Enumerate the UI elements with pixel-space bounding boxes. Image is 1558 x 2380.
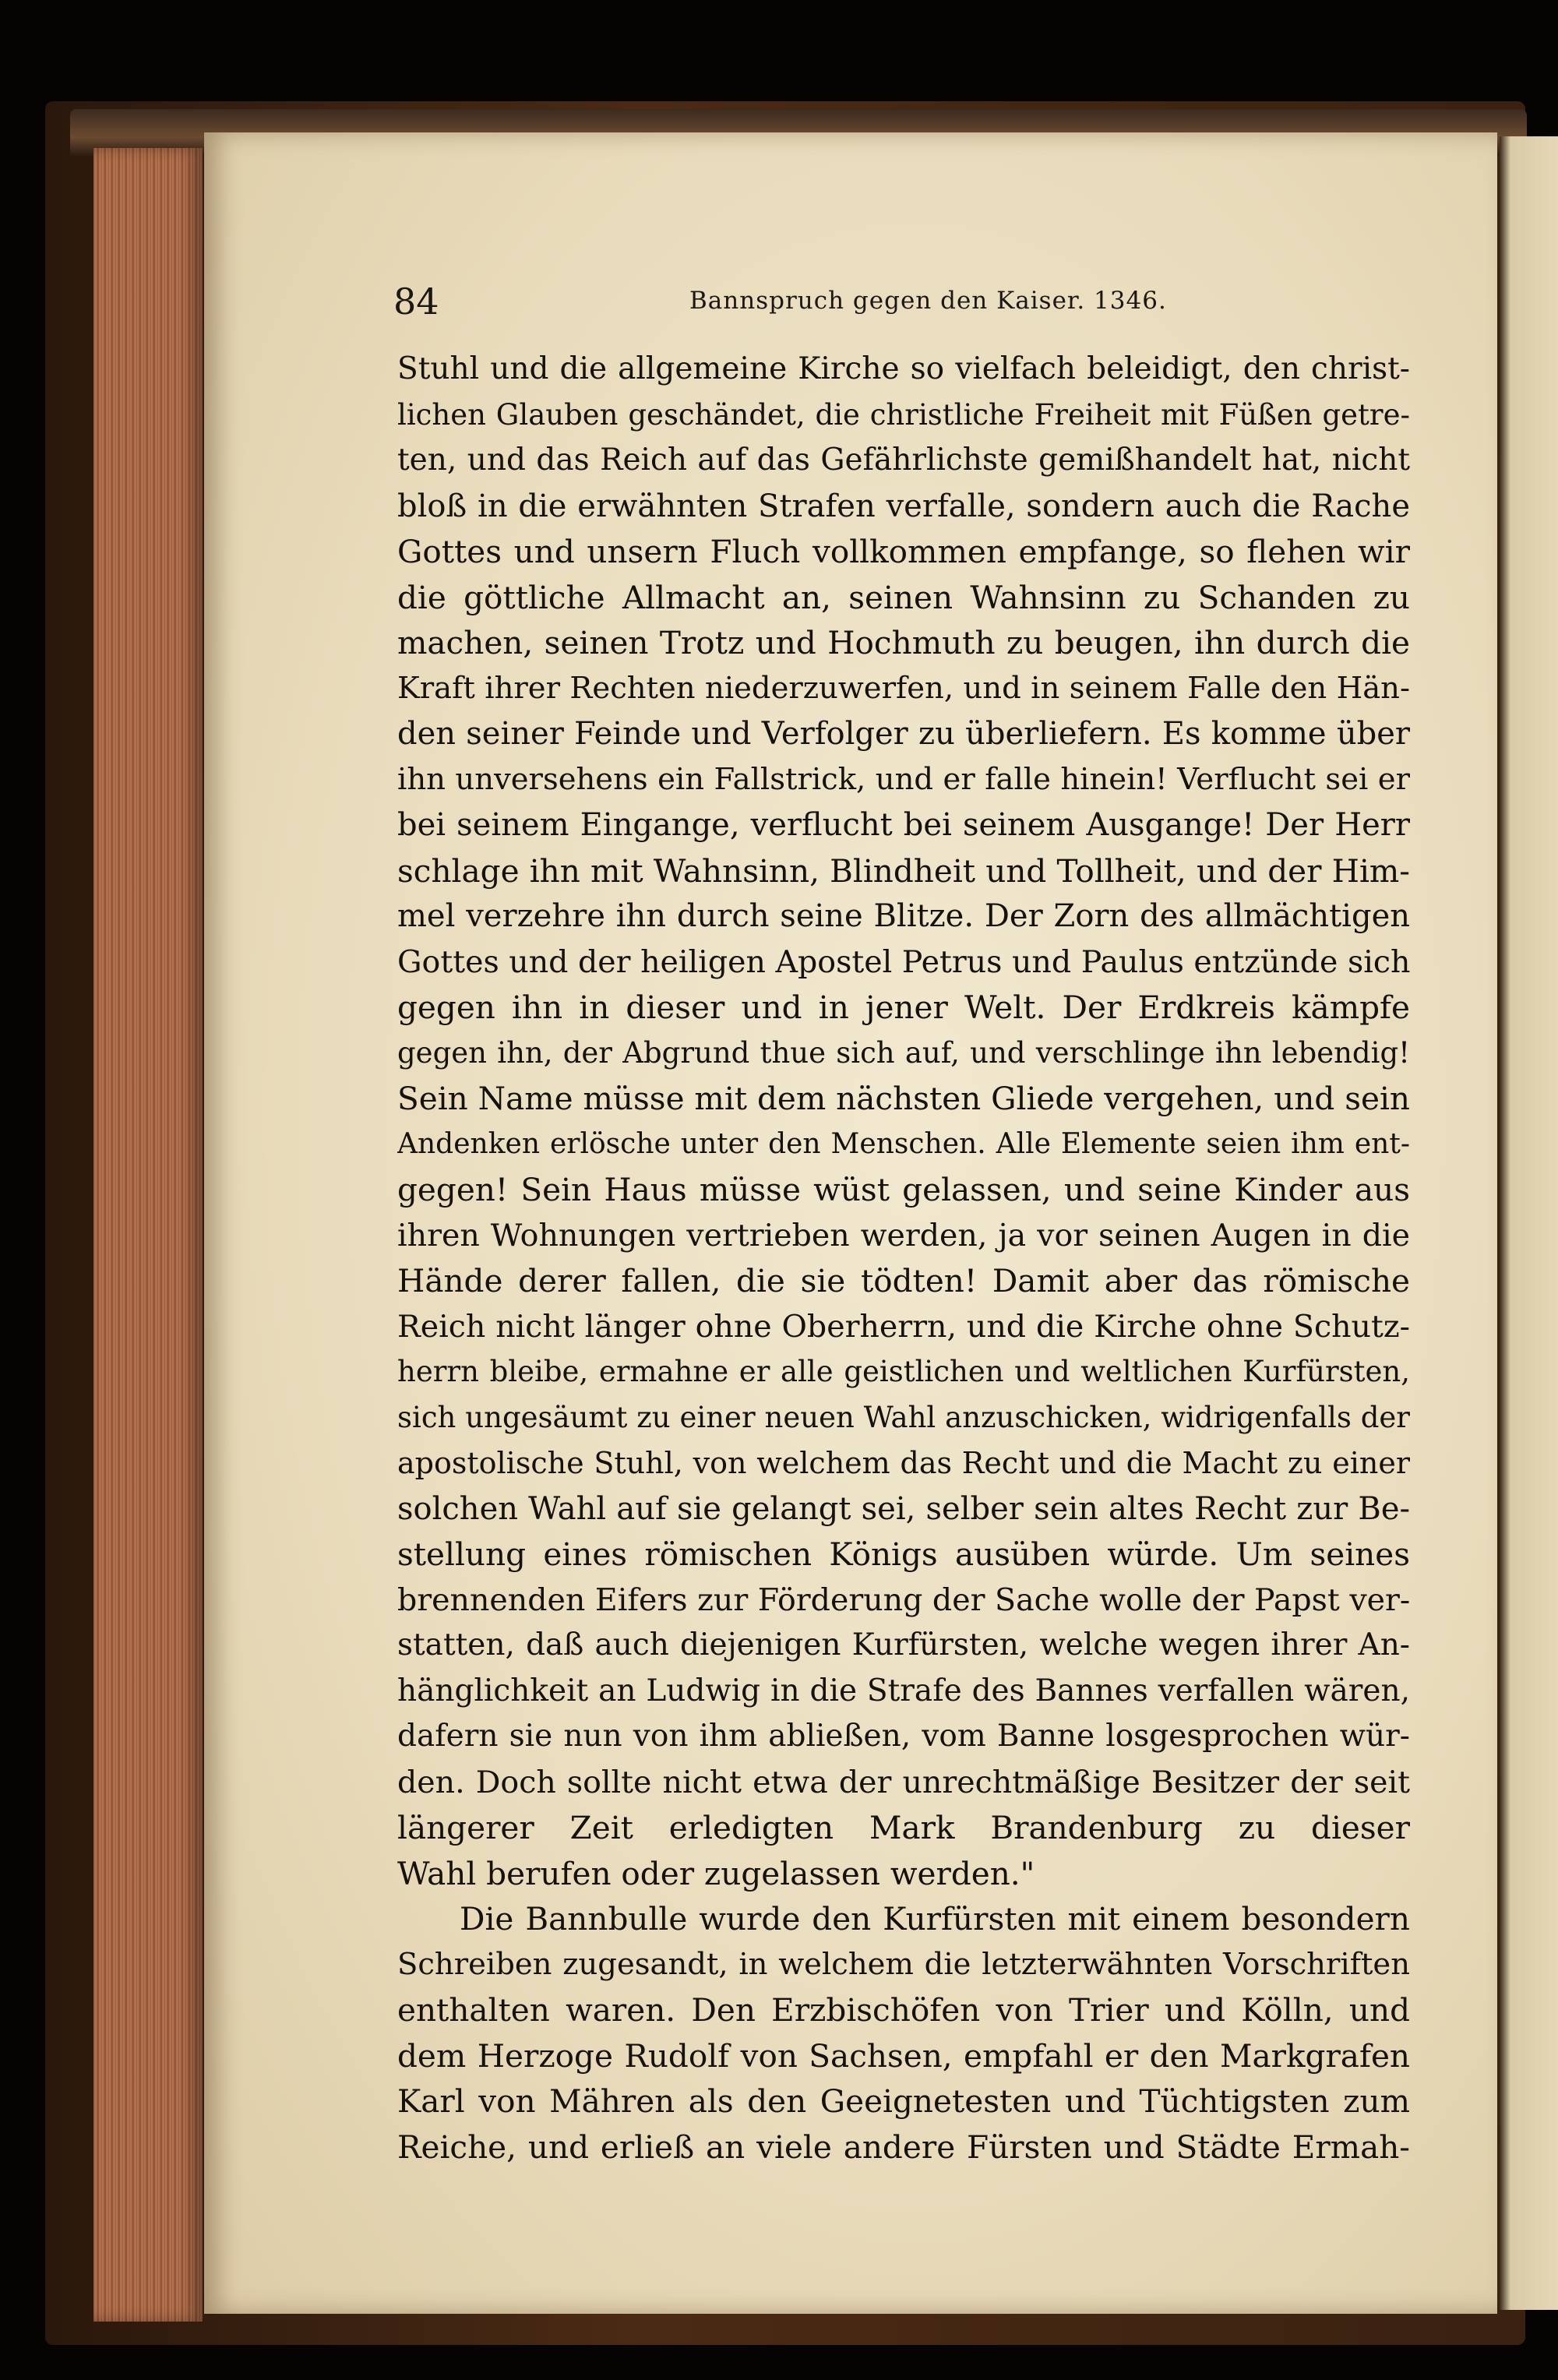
text-line: Die Bannbulle wurde den Kurfürsten mit einem besondern: [460, 1900, 1410, 1937]
text-line: den. Doch sollte nicht etwa der unrechtmäßige Besitzer der seit: [397, 1764, 1410, 1800]
page-edges: [93, 148, 203, 2322]
text-line: bloß in die erwähnten Strafen verfalle, sondern auch die Rache: [397, 488, 1410, 524]
text-line: statten, daß auch diejenigen Kurfürsten, welche wegen ihrer An-: [397, 1627, 1410, 1662]
text-line: dem Herzoge Rudolf von Sachsen, empfahl er den Markgrafen: [397, 2036, 1410, 2075]
text-line: mel verzehre ihn durch seine Blitze. Der Zorn des allmächtigen: [397, 898, 1410, 934]
text-line: solchen Wahl auf sie gelangt sei, selber sein altes Recht zur Be-: [397, 1490, 1410, 1527]
text-line: Schreiben zugesandt, in welchem die letzterwähnten Vorschriften: [397, 1946, 1410, 1982]
text-line: bei seinem Eingange, verflucht bei seinem Ausgange! Der Herr: [397, 807, 1410, 843]
facing-page-edge: [1500, 136, 1558, 2310]
text-line: schlage ihn mit Wahnsinn, Blindheit und Tollheit, und der Him-: [397, 852, 1410, 890]
text-line: gegen ihn, der Abgrund thue sich auf, und verschlinge ihn lebendig!: [397, 1035, 1410, 1070]
text-line: Sein Name müsse mit dem nächsten Gliede vergehen, und sein: [397, 1080, 1410, 1117]
text-line: ihn unversehens ein Fallstrick, und er falle hinein! Verflucht sei er: [397, 761, 1410, 797]
text-line: Reich nicht länger ohne Oberherrn, und die Kirche ohne Schutz-: [397, 1308, 1410, 1345]
text-line: gegen! Sein Haus müsse wüst gelassen, und seine Kinder aus: [397, 1171, 1410, 1208]
running-title: Bannspruch gegen den Kaiser. 1346.: [689, 287, 1167, 315]
text-line: Stuhl und die allgemeine Kirche so vielfach beleidigt, den christ-: [397, 351, 1410, 386]
text-line: gegen ihn in dieser und in jener Welt. Der Erdkreis kämpfe: [397, 989, 1410, 1026]
text-line: herrn bleibe, ermahne er alle geistlichen und weltlichen Kurfürsten,: [397, 1355, 1410, 1388]
text-line: apostolische Stuhl, von welchem das Recht und die Macht zu einer: [397, 1446, 1410, 1480]
text-line: enthalten waren. Den Erzbischöfen von Trier und Kölln, und: [397, 1991, 1410, 2029]
text-line: Hände derer fallen, die sie tödten! Damit aber das römische: [397, 1262, 1410, 1299]
text-line: Gottes und der heiligen Apostel Petrus und Paulus entzünde sich: [397, 943, 1410, 980]
text-line: Gottes und unsern Fluch vollkommen empfange, so flehen wir: [397, 533, 1410, 570]
text-line: ten, und das Reich auf das Gefährlichste gemißhandelt hat, nicht: [397, 443, 1410, 478]
text-line: hänglichkeit an Ludwig in die Strafe des Bannes verfallen wären,: [397, 1673, 1410, 1708]
text-line: sich ungesäumt zu einer neuen Wahl anzuschicken, widrigenfalls der: [397, 1400, 1410, 1434]
text-line: die göttliche Allmacht an, seinen Wahnsinn zu Schanden zu: [397, 578, 1410, 616]
text-line: stellung eines römischen Königs ausüben würde. Um seines: [397, 1536, 1410, 1573]
body-text: [397, 347, 1410, 2170]
text-line: Kraft ihrer Rechten niederzuwerfen, und in seinem Falle den Hän-: [397, 670, 1410, 706]
page-number: 84: [393, 280, 439, 323]
text-line: den seiner Feinde und Verfolger zu überliefern. Es komme über: [397, 716, 1410, 752]
page-header: [393, 280, 1484, 335]
text-line: brennenden Eifers zur Förderung der Sache wolle der Papst ver-: [397, 1581, 1410, 1618]
text-line: Wahl berufen oder zugelassen werden.": [397, 1854, 1035, 1892]
text-line: längerer Zeit erledigten Mark Brandenburg zu dieser: [397, 1809, 1410, 1846]
text-line: Reiche, und erließ an viele andere Fürsten und Städte Ermah-: [397, 2128, 1410, 2166]
text-line: dafern sie nun von ihm abließen, vom Banne losgesprochen wür-: [397, 1719, 1410, 1754]
text-line: Karl von Mähren als den Geeignetesten und Tüchtigsten zum: [397, 2082, 1410, 2120]
text-line: Andenken erlösche unter den Menschen. Alle Elemente seien ihm ent-: [397, 1127, 1410, 1160]
text-line: lichen Glauben geschändet, die christliche Freiheit mit Füßen getre-: [397, 397, 1410, 432]
text-line: machen, seinen Trotz und Hochmuth zu beugen, ihn durch die: [397, 624, 1410, 661]
text-line: ihren Wohnungen vertrieben werden, ja vor seinen Augen in die: [397, 1217, 1410, 1253]
